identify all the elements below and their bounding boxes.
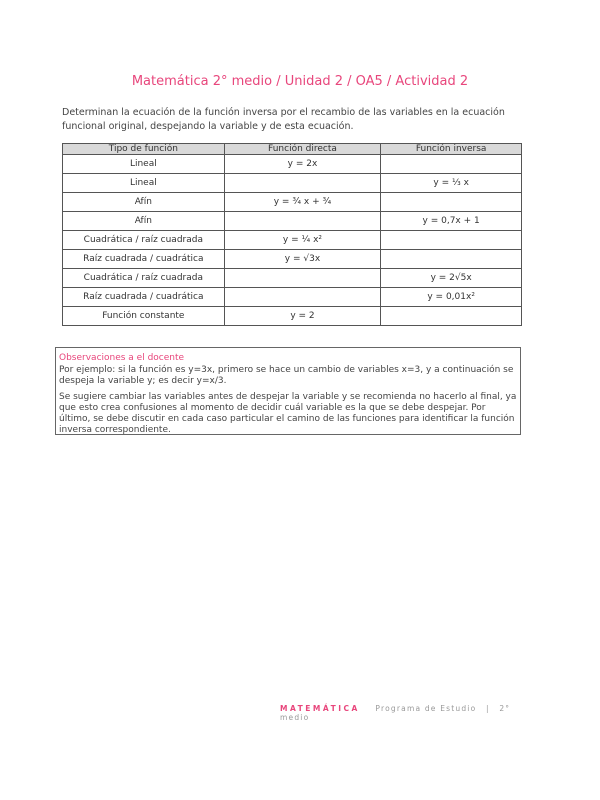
cell-directa: y = 2 [224,307,381,326]
cell-directa: y = ¾ x + ¾ [224,193,381,212]
cell-directa [224,174,381,193]
table-row [63,174,522,193]
table-row [63,288,522,307]
intro-paragraph: Determinan la ecuación de la función inversa por el recambio de las variables en la ecuación funcional original, despejando la variable y de esta ecuación. [62,107,505,132]
cell-directa [224,212,381,231]
cell-directa [224,288,381,307]
footer-program: Programa de Estudio [375,704,477,713]
cell-tipo: Cuadrática / raíz cuadrada [63,231,225,250]
footer-brand: MATEMÁTICA [280,704,360,713]
header-directa: Función directa [224,144,381,155]
teacher-notes-paragraph-1: Por ejemplo: si la función es y=3x, primero se hace un cambio de variables x=3, y a continuación se despeja la variable y; es decir y=x/3. [59,365,514,386]
cell-directa: y = √3x [224,250,381,269]
table-row [63,193,522,212]
table-row [63,269,522,288]
cell-inversa: y = ⅓ x [381,174,522,193]
cell-tipo: Afín [63,212,225,231]
footer-course: 2° medio [280,704,511,722]
cell-inversa [381,250,522,269]
table-row [63,250,522,269]
cell-inversa: y = 0,01x² [381,288,522,307]
functions-table [62,143,522,326]
cell-inversa [381,193,522,212]
cell-tipo: Función constante [63,307,225,326]
page-footer [280,704,540,722]
teacher-notes-title: Observaciones a el docente [59,353,185,363]
header-tipo: Tipo de función [63,144,225,155]
table-row [63,155,522,174]
cell-inversa: y = 2√5x [381,269,522,288]
cell-directa [224,269,381,288]
teacher-notes-paragraph-2: Se sugiere cambiar las variables antes de despejar la variable y se recomienda no hacerlo al final, ya que esto crea confusiones al momento de decidir cuál variable es la que se debe despejar. Por último, se debe discutir en cada caso particular el camino de las funciones para identificar la función inversa correspondiente. [59,392,517,435]
cell-inversa [381,231,522,250]
cell-tipo: Lineal [63,155,225,174]
cell-directa: y = 2x [224,155,381,174]
cell-inversa [381,155,522,174]
page-title: Matemática 2° medio / Unidad 2 / OA5 / Actividad 2 [131,74,469,89]
cell-inversa [381,307,522,326]
cell-tipo: Cuadrática / raíz cuadrada [63,269,225,288]
footer-separator: | [485,704,490,713]
cell-directa: y = ¼ x² [224,231,381,250]
header-inversa: Función inversa [381,144,522,155]
table-header-row [63,144,522,155]
cell-tipo: Afín [63,193,225,212]
cell-tipo: Lineal [63,174,225,193]
cell-inversa: y = 0,7x + 1 [381,212,522,231]
cell-tipo: Raíz cuadrada / cuadrática [63,288,225,307]
table-row [63,212,522,231]
teacher-notes-box [55,347,521,435]
cell-tipo: Raíz cuadrada / cuadrática [63,250,225,269]
table-row [63,231,522,250]
table-row [63,307,522,326]
